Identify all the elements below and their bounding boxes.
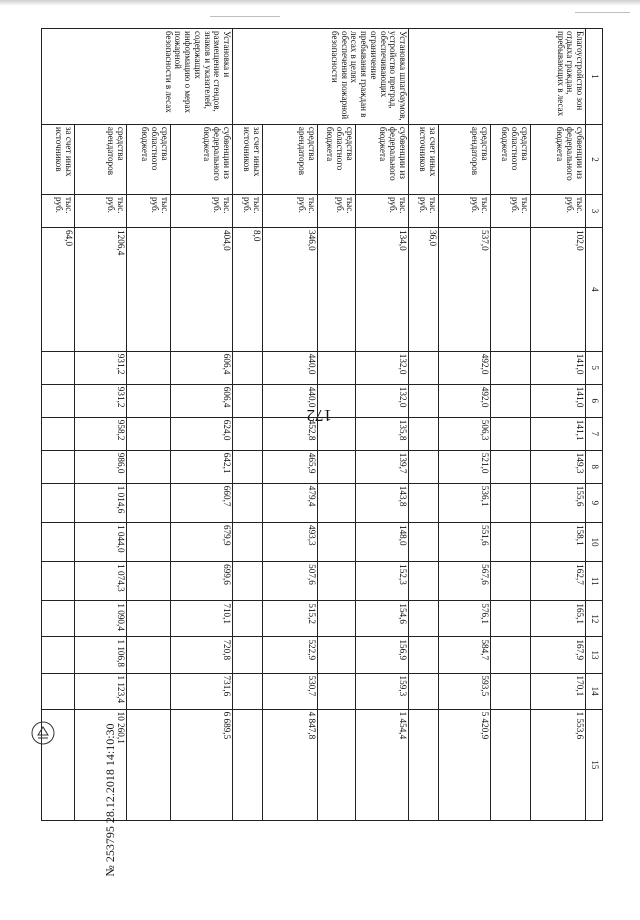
value-cell: 4 847,8 <box>263 709 318 820</box>
value-cell: 1206,4 <box>75 228 127 352</box>
value-cell <box>42 417 75 450</box>
value-cell <box>409 637 439 673</box>
value-cell: 465,9 <box>263 450 318 483</box>
value-cell: 931,2 <box>75 384 127 417</box>
value-cell: 679,9 <box>171 522 233 561</box>
value-cell: 156,9 <box>356 637 409 673</box>
funding-source: за счет иных источников <box>42 124 75 194</box>
value-cell <box>491 450 531 483</box>
column-header: 13 <box>586 637 603 673</box>
unit-cell: тыс. руб. <box>127 195 171 228</box>
value-cell <box>233 450 263 483</box>
value-cell <box>233 601 263 637</box>
value-cell <box>318 483 356 522</box>
value-cell <box>42 351 75 384</box>
value-cell <box>233 709 263 820</box>
activity-title: Благоустройство зон отдыха граждан, пребывающих в лесах <box>409 29 586 125</box>
value-cell: 10 260,1 <box>75 709 127 820</box>
value-cell: 1 123,4 <box>75 673 127 709</box>
value-cell: 346,0 <box>263 228 318 352</box>
value-cell <box>233 417 263 450</box>
unit-cell: тыс. руб. <box>439 195 491 228</box>
value-cell <box>318 417 356 450</box>
value-cell <box>233 483 263 522</box>
value-cell: 492,0 <box>439 351 491 384</box>
column-header: 9 <box>586 483 603 522</box>
value-cell: 536,1 <box>439 483 491 522</box>
table-row <box>356 29 409 821</box>
value-cell: 720,8 <box>171 637 233 673</box>
scan-top-edge <box>0 0 640 6</box>
value-cell <box>318 384 356 417</box>
value-cell: 1 044,0 <box>75 522 127 561</box>
value-cell <box>409 384 439 417</box>
value-cell: 1 074,3 <box>75 562 127 601</box>
value-cell <box>491 417 531 450</box>
value-cell: 479,4 <box>263 483 318 522</box>
value-cell: 440,0 <box>263 384 318 417</box>
value-cell: 170,1 <box>531 673 586 709</box>
value-cell <box>409 673 439 709</box>
value-cell <box>42 637 75 673</box>
value-cell: 606,4 <box>171 351 233 384</box>
value-cell <box>127 483 171 522</box>
value-cell: 102,0 <box>531 228 586 352</box>
value-cell: 5 420,9 <box>439 709 491 820</box>
value-cell <box>127 562 171 601</box>
value-cell <box>491 673 531 709</box>
value-cell: 452,8 <box>263 417 318 450</box>
table-body <box>42 29 586 821</box>
table-row <box>233 29 263 821</box>
value-cell: 158,1 <box>531 522 586 561</box>
value-cell <box>42 673 75 709</box>
value-cell <box>318 450 356 483</box>
value-cell: 931,2 <box>75 351 127 384</box>
funding-source: субвенции из федерального бюджета <box>356 124 409 194</box>
funding-source: субвенции из федерального бюджета <box>531 124 586 194</box>
value-cell <box>127 450 171 483</box>
value-cell: 155,6 <box>531 483 586 522</box>
value-cell <box>491 709 531 820</box>
value-cell: 958,2 <box>75 417 127 450</box>
funding-source: за счет иных источников <box>233 124 263 194</box>
page-number: 172 <box>306 406 332 425</box>
table-row <box>439 29 491 821</box>
unit-cell: тыс. руб. <box>75 195 127 228</box>
value-cell: 141,1 <box>531 417 586 450</box>
value-cell: 493,3 <box>263 522 318 561</box>
value-cell: 521,0 <box>439 450 491 483</box>
value-cell: 1 106,8 <box>75 637 127 673</box>
emblem-icon <box>30 720 56 746</box>
funding-source: средства арендаторов <box>75 124 127 194</box>
table-row <box>318 29 356 821</box>
value-cell: 404,0 <box>171 228 233 352</box>
value-cell <box>233 522 263 561</box>
value-cell <box>233 562 263 601</box>
value-cell <box>127 637 171 673</box>
unit-cell: тыс. руб. <box>263 195 318 228</box>
value-cell <box>233 673 263 709</box>
value-cell <box>42 522 75 561</box>
activity-title: Установка шлагбаумов, устройство преград, обеспечивающих ограничение пребывания граждан в лесах в целях обеспечения пожарной безопасности <box>233 29 409 125</box>
unit-cell: тыс. руб. <box>356 195 409 228</box>
value-cell <box>318 601 356 637</box>
activity-title: Установка и размещение стендов, знаков и указателей, содержащих информацию о мерах пожарной безопасности в лесах <box>42 29 233 125</box>
value-cell <box>409 483 439 522</box>
value-cell <box>318 522 356 561</box>
column-header: 10 <box>586 522 603 561</box>
value-cell: 134,0 <box>356 228 409 352</box>
value-cell <box>318 673 356 709</box>
table-row <box>409 29 439 821</box>
value-cell <box>233 637 263 673</box>
value-cell <box>491 522 531 561</box>
value-cell <box>491 562 531 601</box>
value-cell: 152,3 <box>356 562 409 601</box>
value-cell <box>42 450 75 483</box>
value-cell: 710,1 <box>171 601 233 637</box>
value-cell <box>318 228 356 352</box>
value-cell: 149,3 <box>531 450 586 483</box>
table-row <box>42 29 75 821</box>
value-cell: 1 014,6 <box>75 483 127 522</box>
table-row <box>491 29 531 821</box>
column-header: 5 <box>586 351 603 384</box>
value-cell: 139,7 <box>356 450 409 483</box>
value-cell <box>318 709 356 820</box>
value-cell <box>127 228 171 352</box>
funding-source: за счет иных источников <box>409 124 439 194</box>
funding-source: средства областного бюджета <box>318 124 356 194</box>
funding-source: средства областного бюджета <box>491 124 531 194</box>
value-cell <box>409 562 439 601</box>
column-header: 8 <box>586 450 603 483</box>
unit-cell: тыс. руб. <box>42 195 75 228</box>
value-cell: 143,8 <box>356 483 409 522</box>
value-cell <box>127 351 171 384</box>
value-cell: 567,6 <box>439 562 491 601</box>
value-cell <box>409 417 439 450</box>
column-header: 11 <box>586 562 603 601</box>
value-cell: 551,6 <box>439 522 491 561</box>
value-cell <box>491 601 531 637</box>
value-cell <box>491 483 531 522</box>
unit-cell: тыс. руб. <box>233 195 263 228</box>
value-cell <box>491 384 531 417</box>
header-row <box>586 29 603 821</box>
value-cell <box>233 384 263 417</box>
value-cell: 8,0 <box>233 228 263 352</box>
value-cell: 64,0 <box>42 228 75 352</box>
column-header: 12 <box>586 601 603 637</box>
value-cell <box>491 637 531 673</box>
value-cell <box>42 562 75 601</box>
value-cell: 154,6 <box>356 601 409 637</box>
value-cell: 141,0 <box>531 351 586 384</box>
value-cell <box>42 601 75 637</box>
value-cell: 537,0 <box>439 228 491 352</box>
funding-source: субвенции из федерального бюджета <box>171 124 233 194</box>
value-cell <box>42 384 75 417</box>
value-cell: 731,6 <box>171 673 233 709</box>
column-header: 2 <box>586 124 603 194</box>
value-cell: 162,7 <box>531 562 586 601</box>
value-cell: 642,1 <box>171 450 233 483</box>
column-header: 15 <box>586 709 603 820</box>
table-row <box>127 29 171 821</box>
value-cell <box>409 450 439 483</box>
value-cell: 530,7 <box>263 673 318 709</box>
value-cell: 624,0 <box>171 417 233 450</box>
value-cell <box>127 673 171 709</box>
funding-source: средства арендаторов <box>263 124 318 194</box>
table-row <box>263 29 318 821</box>
column-header: 14 <box>586 673 603 709</box>
value-cell: 1 090,4 <box>75 601 127 637</box>
value-cell <box>318 562 356 601</box>
unit-cell: тыс. руб. <box>171 195 233 228</box>
funding-source: средства областного бюджета <box>127 124 171 194</box>
value-cell: 440,0 <box>263 351 318 384</box>
value-cell: 576,1 <box>439 601 491 637</box>
column-header: 6 <box>586 384 603 417</box>
column-header: 7 <box>586 417 603 450</box>
column-header: 4 <box>586 228 603 352</box>
value-cell <box>127 601 171 637</box>
registration-stamp <box>30 720 190 888</box>
value-cell <box>409 351 439 384</box>
value-cell: 492,0 <box>439 384 491 417</box>
value-cell: 606,4 <box>171 384 233 417</box>
unit-cell: тыс. руб. <box>531 195 586 228</box>
table-row <box>531 29 586 821</box>
value-cell <box>318 637 356 673</box>
value-cell: 135,8 <box>356 417 409 450</box>
value-cell <box>409 709 439 820</box>
value-cell: 159,3 <box>356 673 409 709</box>
table-row <box>171 29 233 821</box>
value-cell <box>233 351 263 384</box>
value-cell <box>318 351 356 384</box>
registration-number: № 253795 28.12.2018 14:10:30 <box>103 723 117 877</box>
value-cell <box>409 601 439 637</box>
value-cell: 515,2 <box>263 601 318 637</box>
value-cell: 6 689,5 <box>171 709 233 820</box>
value-cell <box>127 417 171 450</box>
value-cell <box>127 384 171 417</box>
unit-cell: тыс. руб. <box>409 195 439 228</box>
value-cell: 1 454,4 <box>356 709 409 820</box>
table-row <box>75 29 127 821</box>
rotated-table-area <box>54 28 603 821</box>
value-cell: 1 553,6 <box>531 709 586 820</box>
value-cell: 132,0 <box>356 384 409 417</box>
value-cell <box>127 522 171 561</box>
unit-cell: тыс. руб. <box>318 195 356 228</box>
value-cell: 660,7 <box>171 483 233 522</box>
scan-artifact <box>575 12 630 13</box>
value-cell: 165,1 <box>531 601 586 637</box>
value-cell: 141,0 <box>531 384 586 417</box>
value-cell: 148,0 <box>356 522 409 561</box>
value-cell: 36,0 <box>409 228 439 352</box>
column-header: 1 <box>586 29 603 125</box>
value-cell: 167,9 <box>531 637 586 673</box>
value-cell: 522,9 <box>263 637 318 673</box>
value-cell: 986,0 <box>75 450 127 483</box>
column-header: 3 <box>586 195 603 228</box>
scan-artifact <box>210 16 280 17</box>
value-cell: 507,6 <box>263 562 318 601</box>
value-cell <box>42 483 75 522</box>
unit-cell: тыс. руб. <box>491 195 531 228</box>
value-cell: 506,3 <box>439 417 491 450</box>
value-cell: 132,0 <box>356 351 409 384</box>
value-cell: 584,7 <box>439 637 491 673</box>
budget-table <box>41 28 603 821</box>
value-cell <box>491 228 531 352</box>
value-cell <box>409 522 439 561</box>
value-cell: 699,6 <box>171 562 233 601</box>
value-cell: 593,5 <box>439 673 491 709</box>
value-cell <box>491 351 531 384</box>
funding-source: средства арендаторов <box>439 124 491 194</box>
